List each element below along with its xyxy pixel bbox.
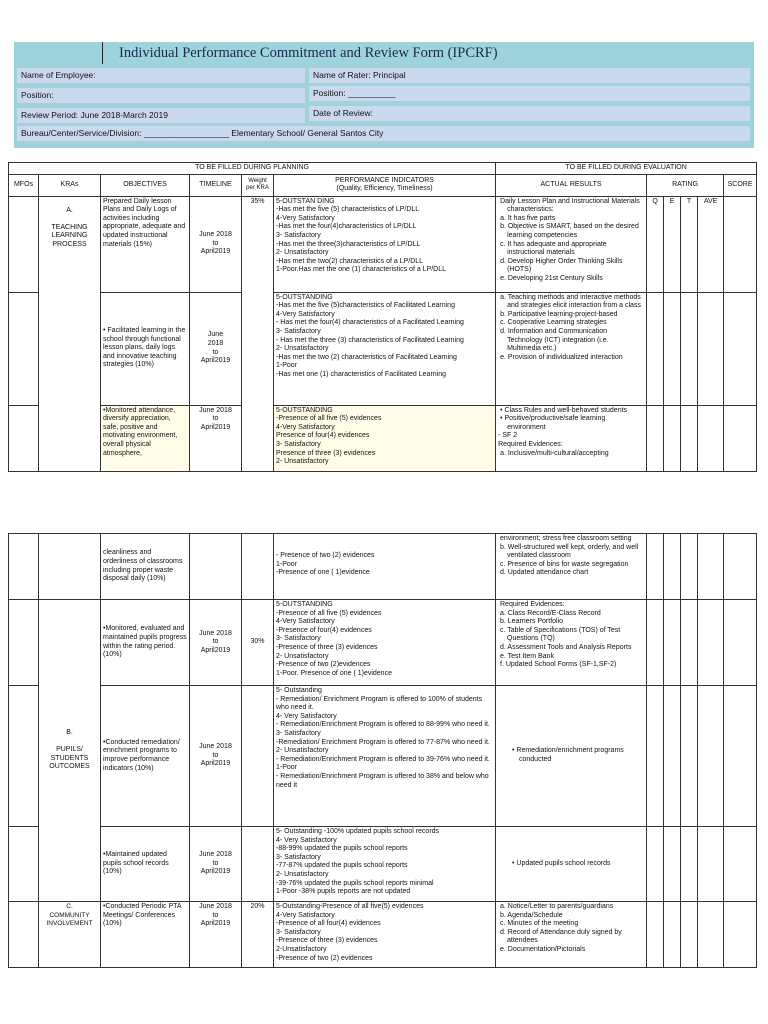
- weight-cell: [242, 827, 274, 902]
- timeline-header: TIMELINE: [190, 174, 242, 196]
- actual-line: d. Develop Higher Order Thinking Skills (HOTS): [500, 257, 623, 274]
- actual-line: • Updated pupils school records: [512, 859, 611, 867]
- actual-results-cell: [496, 405, 647, 471]
- planning-header: TO BE FILLED DURING PLANNING: [9, 163, 496, 175]
- actual-line: b. Learners Portfolio: [500, 618, 564, 626]
- score-cell: [724, 196, 757, 292]
- actual-line: b. Objective is SMART, based on the desired learning competencies: [500, 223, 639, 239]
- actual-line: c. Presence of bins for waste segregation: [500, 560, 629, 568]
- employee-field: Name of Employee:: [17, 68, 305, 83]
- weight-cell: 20%: [242, 902, 274, 968]
- score-header: SCORE: [724, 174, 757, 196]
- actual-results-cell: [496, 292, 647, 405]
- actual-line: b. Well-structured well kept, orderly, and well ventilated classroom: [500, 543, 639, 560]
- form-title: Individual Performance Commitment and Review Form (IPCRF): [102, 42, 498, 64]
- weight-cell: [242, 534, 274, 600]
- weight-cell: 35%: [242, 196, 274, 471]
- kra-cell: [39, 534, 101, 600]
- actual-line: d. Updated attendance chart: [500, 569, 589, 577]
- rating-header: RATING: [647, 174, 724, 196]
- actual-line: c. Minutes of the meeting: [500, 920, 579, 928]
- actual-line: • Remediation/enrichment programs conducted: [512, 747, 624, 763]
- actual-results-header: ACTUAL RESULTS: [496, 174, 647, 196]
- date-review-field: Date of Review:: [309, 106, 750, 121]
- actual-line: c. Cooperative Learning strategies: [500, 319, 607, 327]
- actual-line: a. Notice/Letter to parents/guardians: [500, 903, 614, 910]
- actual-results-cell: [496, 686, 647, 827]
- actual-line: e. Test Item Bank: [500, 652, 554, 660]
- mfo-cell: [9, 827, 39, 902]
- objective-cell: •Maintained updated pupils school records (10%): [101, 827, 190, 902]
- kra-c-label: C. COMMUNITY INVOLVEMENT: [39, 902, 101, 968]
- actual-line: Required Evidences:: [500, 601, 565, 608]
- mfo-cell: [9, 534, 39, 600]
- mfo-cell: [9, 686, 39, 827]
- actual-line: - SF 2: [498, 432, 518, 440]
- timeline-cell: [190, 534, 242, 600]
- timeline-cell: June 2018 to April2019: [190, 405, 242, 471]
- indicators-header: PERFORMANCE INDICATORS (Quality, Efficiency, Timeliness): [274, 174, 496, 196]
- timeline-cell: June 2018 to April2019: [190, 686, 242, 827]
- actual-line: Required Evidences:: [498, 440, 563, 448]
- objective-cell: •Monitored attendance, diversify appreciation, safe, positive and motivating environment, overall physical atmosphere,: [101, 405, 190, 471]
- kra-a-label: A. TEACHING LEARNING PROCESS: [39, 196, 101, 471]
- ipcrf-table-page2: [8, 533, 757, 968]
- actual-line: a. Class Record/E-Class Record: [500, 609, 601, 617]
- actual-line: • Class Rules and well-behaved students: [500, 406, 628, 414]
- timeline-cell: June 2018 to April2019: [190, 902, 242, 968]
- timeline-cell: June 2018 to April2019: [190, 292, 242, 405]
- weight-cell: [242, 686, 274, 827]
- indicators-cell: - Presence of two (2) evidences 1-Poor -Presence of one ( 1)evidence: [274, 534, 496, 600]
- actual-line: c. Table of Specifications (TOS) of Test Questions (TQ): [500, 626, 621, 643]
- weight-header: Weight per KRA: [242, 174, 274, 196]
- actual-results-cell: [496, 902, 647, 968]
- actual-results-cell: [496, 600, 647, 686]
- mfo-cell: [9, 405, 39, 471]
- indicators-cell: 5- Outstanding -100% updated pupils school records 4- Very Satisfactory -88-99% updated the pupils school reports 3- Satisfactory -77-87% updated the pupils school reports 2- Unsatisfactory -39-76% updated the pupils school reports minimal 1-Poor -38% pupils reports are not updated: [274, 827, 496, 902]
- rating-q-header: Q: [647, 196, 664, 292]
- actual-results-cell: [496, 827, 647, 902]
- actual-line: d. Record of Attendance duly signed by attendees: [500, 928, 622, 945]
- actual-line: environment; stress free classroom setting: [500, 535, 632, 542]
- form-header: [14, 42, 754, 148]
- actual-line: a. Teaching methods and interactive methods and strategies elicit interaction from a class: [500, 293, 641, 310]
- mfo-cell: [9, 902, 39, 968]
- actual-line: • Positive/productive/safe learning environment: [500, 415, 606, 431]
- kra-b-label: B. PUPILS/ STUDENTS OUTCOMES: [39, 600, 101, 902]
- rating-t-header: T: [681, 196, 698, 292]
- timeline-cell: June 2018 to April2019: [190, 827, 242, 902]
- mfo-cell: [9, 196, 39, 292]
- review-period-field: Review Period: June 2018-March 2019: [17, 108, 305, 123]
- indicators-cell: 5-OUTSTANDING -Has met the five (5)characteristics of Facilitated Learning 4-Very Satisfactory - Has met the four(4) characteristics of a Facilitated Learning 3- Satisfactory - Has met the three (3) characteristics of Facilitated Learning 2- Unsatisfactory -Has met the two (2) characteristics of Facilitated Learning 1-Poor -Has met one (1) characteristics of Facilitated Learning: [274, 292, 496, 405]
- actual-line: Daily Lesson Plan and Instructional Materials characteristics:: [500, 197, 640, 214]
- bureau-field: Bureau/Center/Service/Division: __________________ Elementary School/ General Santos City: [17, 126, 750, 141]
- indicators-cell: 5-OUTSTANDING -Presence of all five (5) evidences 4-Very Satisfactory Presence of four(4) evidences 3- Satisfactory Presence of three (3) evidences 2- Unsatisfactory: [274, 405, 496, 471]
- actual-results-cell: [496, 196, 647, 292]
- objective-cell: cleanliness and orderliness of classrooms including proper waste disposal daily (10%): [101, 534, 190, 600]
- rater-field: Name of Rater: Principal: [309, 68, 750, 83]
- indicators-cell: 5-Outstanding-Presence of all five(5) evidences 4-Very Satisfactory -Presence of all four(4) evidences 3- Satisfactory -Presence of three (3) evidences 2-Unsatisfactory -Presence of two (2) evidences: [274, 902, 496, 968]
- actual-line: b. Agenda/Schedule: [500, 911, 563, 919]
- rating-ave-header: AVE: [698, 196, 724, 292]
- actual-line: e. Provision of individualized interaction: [500, 353, 623, 361]
- indicators-cell: 5-OUTSTAN DING -Has met the five (5) characteristics of LP/DLL 4-Very Satisfactory -Has met the four(4)characteristics of LP/DLL 3- Satisfactory -Has met the three(3)characteristics of LP/DLL 2- Unsatisfactory -Has met the two(2) characteristics of a LP/DLL 1-Poor.Has met the one (1) characteristics of a LP/DLL: [274, 196, 496, 292]
- actual-line: a. It has five parts: [500, 214, 556, 222]
- indicators-cell: 5- Outstanding - Remediation/ Enrichment Program is offered to 100% of students who need it. 4- Very Satisfactory - Remediation/Enrichment Program is offered to 88-99% who need it. 3- Satisfactory -Remediation/ Enrichment Program is offered to 77-87% who need it. 2- Unsatisfactory - Remediation/Enrichment Program is offered to 39-76% who need it. 1-Poor - Remediation/Enrichment Program is offered to 38% and below who need it: [274, 686, 496, 827]
- objective-cell: •Conducted Periodic PTA Meetings/ Conferences (10%): [101, 902, 190, 968]
- kras-header: KRAs: [39, 174, 101, 196]
- mfo-cell: [9, 292, 39, 405]
- indicators-cell: 5-OUTSTANDING -Presence of all five (5) evidences 4-Very Satisfactory -Presence of four(4) evidences 3- Satisfactory -Presence of three (3) evidences 2- Unsatisfactory -Presence of two (2)evidences 1-Poor. Presence of one ( 1)evidence: [274, 600, 496, 686]
- objectives-header: OBJECTIVES: [101, 174, 190, 196]
- actual-line: b. Participative learning-project-based: [500, 310, 618, 318]
- mfos-header: MFOs: [9, 174, 39, 196]
- objective-cell: • Facilitated learning in the school through functional lesson plans, daily logs and innovative teaching strategies (10%): [101, 292, 190, 405]
- timeline-cell: June 2018 to April2019: [190, 600, 242, 686]
- objective-cell: •Monitored, evaluated and maintained pupils progress within the rating period. (10%): [101, 600, 190, 686]
- objective-cell: Prepared Daily lesson Plans and Daily Logs of activities including appropriate, adequate and updated instructional materials (15%): [101, 196, 190, 292]
- objective-cell: •Conducted remediation/ enrichment programs to improve performance indicators (10%): [101, 686, 190, 827]
- actual-line: d. Information and Communication Technology (ICT) integration (i.e. Multimedia etc.): [500, 327, 609, 353]
- ipcrf-table-page1: [8, 162, 757, 472]
- actual-line: d. Assessment Tools and Analysis Reports: [500, 643, 632, 651]
- evaluation-header: TO BE FILLED DURING EVALUATION: [496, 163, 757, 175]
- actual-line: a. Inclusive/multi-cultural/accepting: [500, 449, 609, 457]
- actual-results-cell: [496, 534, 647, 600]
- rating-e-header: E: [664, 196, 681, 292]
- rater-position-field: Position: __________: [309, 86, 750, 101]
- actual-line: c. It has adequate and appropriate instructional materials: [500, 240, 607, 257]
- timeline-cell: June 2018 to April2019: [190, 196, 242, 292]
- actual-line: e. Documentation/Pictorials: [500, 945, 586, 953]
- actual-line: e. Developing 21st Century Skills: [500, 274, 603, 282]
- position-field: Position:: [17, 88, 305, 103]
- mfo-cell: [9, 600, 39, 686]
- actual-line: f. Updated School Forms (SF-1,SF-2): [500, 661, 617, 669]
- weight-cell: 30%: [242, 600, 274, 686]
